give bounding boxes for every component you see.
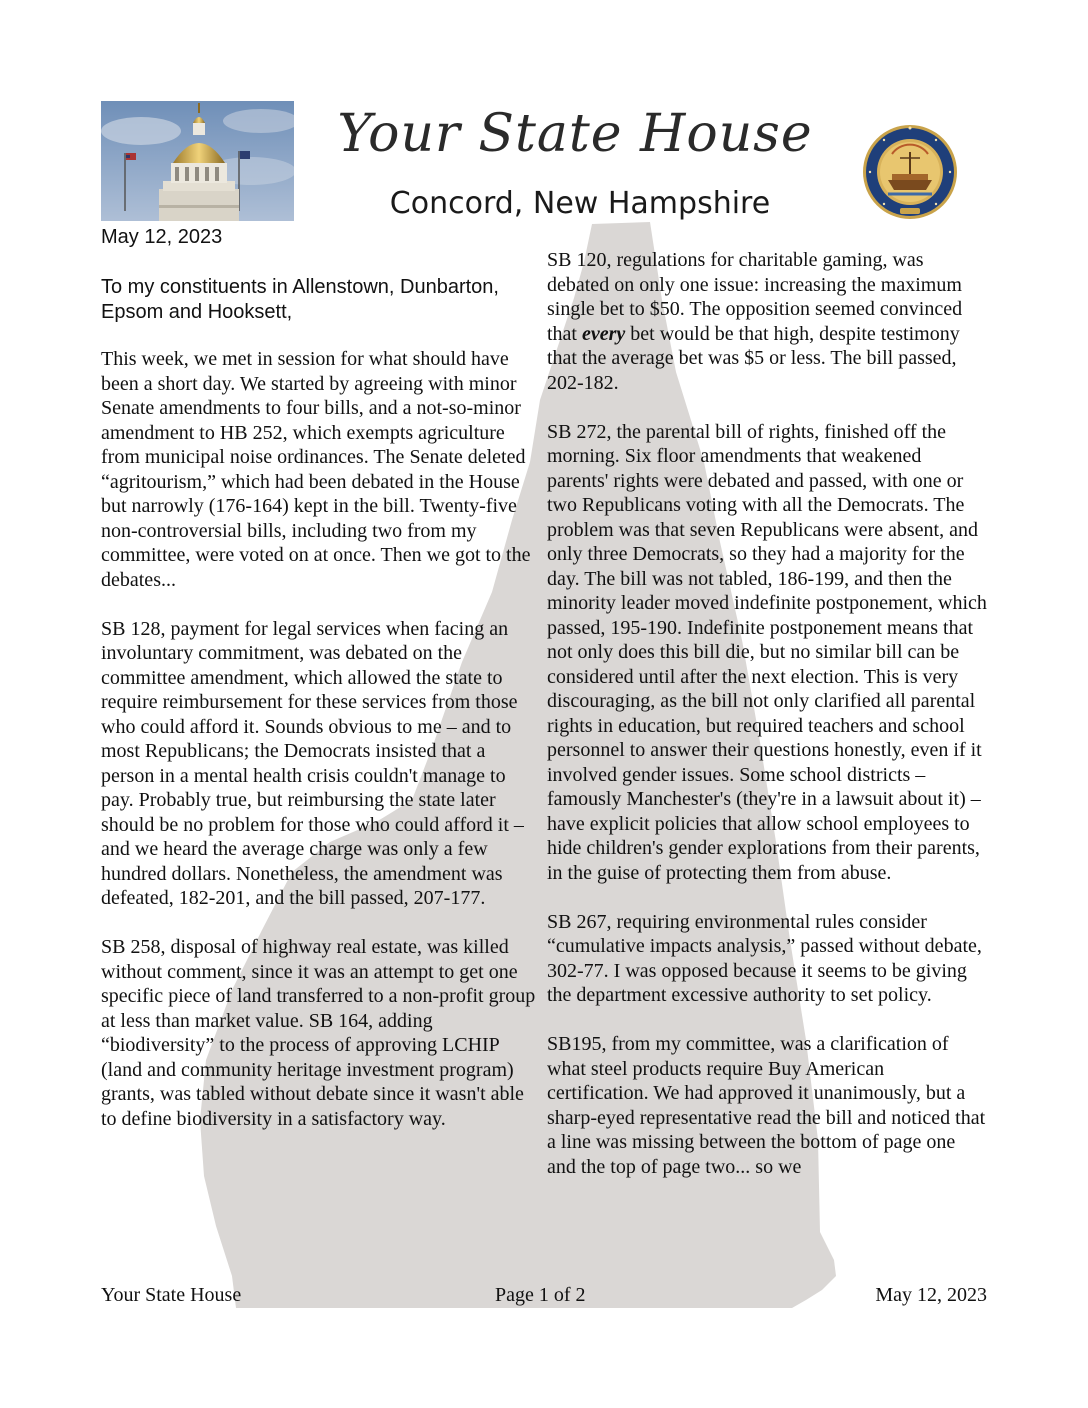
state-house-photo xyxy=(101,101,294,221)
paragraph-session-overview: This week, we met in session for what should have been a short day. We started by agreeing with minor Senate amendments to four bills, and a not-so-minor amendment to HB 252, which exempts agriculture from municipal noise ordinances. The Senate deleted “agritourism,” which had been debated in the House but narrowly (176-164) kept in the bill. Twenty-five non-controversial bills, including two from my committee, were voted on at once. Then we got to the debates... xyxy=(101,348,531,591)
masthead-subtitle: Concord, New Hampshire xyxy=(389,186,771,221)
left-column xyxy=(101,347,543,1156)
emphasis-every: every xyxy=(582,322,626,345)
right-column xyxy=(547,248,987,1204)
issue-date: May 12, 2023 xyxy=(101,226,223,248)
masthead-title: Your State House xyxy=(337,104,813,164)
paragraph-sb120 xyxy=(547,248,987,395)
salutation: To my constituents in Allenstown, Dunbarton, Epsom and Hooksett, xyxy=(101,276,499,323)
footer-publication: Your State House xyxy=(101,1284,242,1306)
footer-date: May 12, 2023 xyxy=(875,1284,987,1306)
paragraph-sb267: SB 267, requiring environmental rules consider “cumulative impacts analysis,” passed without debate, 302-77. I was opposed because it seems to be giving the department excessive authority to set policy. xyxy=(547,910,982,1006)
paragraph-sb258-sb164: SB 258, disposal of highway real estate, was killed without comment, since it was an attempt to get one specific piece of land transferred to a non-profit group at less than market value. SB 164, adding “biodiversity” to the process of approving LCHIP (land and community heritage investment program) grants, was tabled without debate since it wasn't able to define biodiversity in a satisfactory way. xyxy=(101,936,536,1130)
footer-page-number: Page 1 of 2 xyxy=(495,1284,586,1306)
sb120-text-end: bet would be that high, despite testimony that the average bet was $5 or less. The bill passed, 202-182. xyxy=(547,322,960,394)
state-seal-icon xyxy=(862,124,958,220)
paragraph-sb272: SB 272, the parental bill of rights, finished off the morning. Six floor amendments that weakened parents' rights were debated and passed, with one or two Republicans voting with all the Democrats. The problem was that seven Republicans were absent, and only three Democrats, so they had a majority for the day. The bill was not tabled, 186-199, and then the minority leader moved indefinite postponement, which passed, 195-190. Indefinite postponement means that not only does this bill die, but no similar bill can be considered until after the next election. This is very discouraging, as the bill not only clarified all parental rights in education, but required teachers and school personnel to answer their questions honestly, even if it involved gender issues. Some school districts – famously Manchester's (they're in a lawsuit about it) – have explicit policies that allow school employees to hide children's gender explorations from their parents, in the guise of protecting them from abuse. xyxy=(547,420,987,884)
paragraph-sb195: SB195, from my committee, was a clarification of what steel products require Buy American certification. We had approved it unanimously, but a sharp-eyed representative read the bill and noticed that a line was missing between the bottom of page one and the top of page two... so we xyxy=(547,1033,986,1178)
sb120-text-start: SB 120, regulations for charitable gaming, was debated on only one issue: increasing the maximum single bet to $50. The opposition seemed convinced that xyxy=(547,249,963,345)
paragraph-sb128: SB 128, payment for legal services when facing an involuntary commitment, was debated on the committee amendment, which allowed the state to require reimbursement for these services from those who could afford it. Sounds obvious to me – and to most Republicans; the Democrats insisted that a person in a mental health crisis couldn't manage to pay. Probably true, but reimbursing the state later should be no problem for those who could afford it – and we heard the average charge was only a few hundred dollars. Nonetheless, the amendment was defeated, 182-201, and the bill passed, 207-177. xyxy=(101,617,524,909)
